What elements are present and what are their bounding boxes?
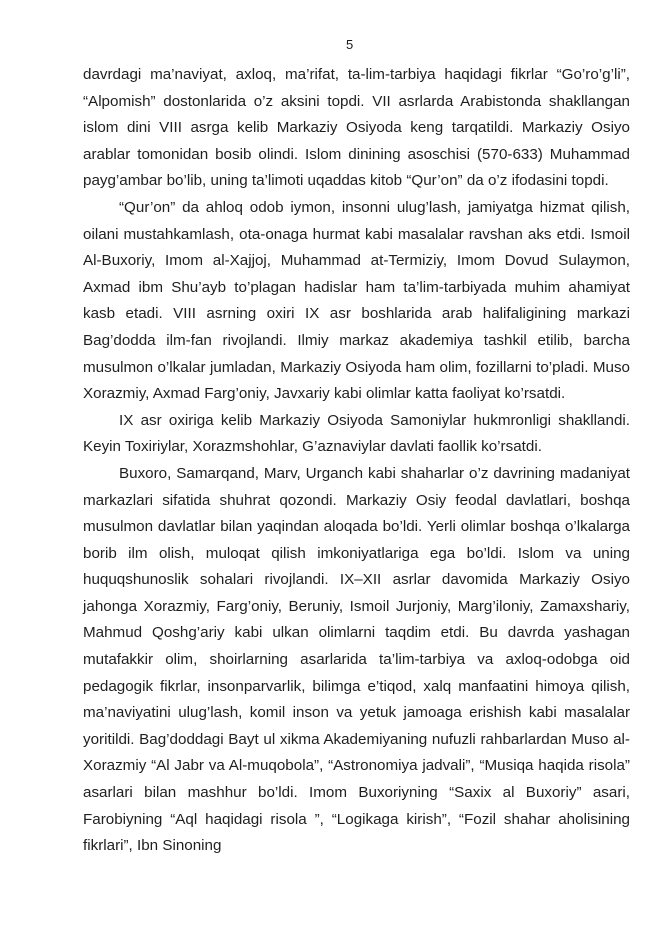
paragraph-4: Buxoro, Samarqand, Marv, Urganch kabi shaharlar o’z davrining madaniyat markazlari sifatida shuhrat qozondi. Markaziy Osiy feodal davlatlari, boshqa musulmon davlatlar bilan yaqindan aloqada bo’ldi. Yerli olimlar boshqa o’lkalarga borib ilm olish, muloqat qilish imkoniyatlariga ega bo’ldi. Islom va uning huquqshunoslik sohalari rivojlandi. IX–XII asrlar davomida Markaziy Osiyo jahonga Xorazmiy, Farg’oniy, Beruniy, Ismoil Jurjoniy, Marg’iloniy, Zamaxshariy, Mahmud Qoshg’ariy kabi ulkan olimlarni taqdim etdi. Bu davrda yashagan mutafakkir olim, shoirlarning asarlarida ta’lim-tarbiya va axloq-odobga oid pedagogik fikrlar, insonparvarlik, bilimga e’tiqod, xalq manfaatini himoya qilish, ma’naviyatini ulug’lash, komil inson va yetuk jamoaga erishish kabi masalalar yoritildi. Bag’doddagi Bayt ul xikma Akademiyaning nufuzli rahbarlardan Muso al-Xorazmiy “Al Jabr va Al-muqobola”, “Astronomiya jadvali”, “Musiqa haqida risola” asarlari bilan mashhur bo’ldi. Imom Buxoriyning “Saxix al Buxoriy” asari, Farobiyning “Aql haqidagi risola ”, “Logikaga kirish”, “Fozil shahar aholisining fikrlari”, Ibn Sinoning	[83, 464, 630, 855]
page-number: 5	[346, 37, 354, 52]
paragraph-1: davrdagi ma’naviyat, axloq, ma’rifat, ta-lim-tarbiya haqidagi fikrlar “Go’ro’g’li”, “Alpomish” dostonlarida o’z aksini topdi. VII asrlarda Arabistonda shakllangan islom dini VIII asrga kelib Markaziy Osiyoda keng tarqatildi. Markaziy Osiyo arablar tomonidan bosib olindi. Islom dinining asoschisi (570-633) Muhammad payg’ambar bo’lib, uning ta’limoti uqaddas kitob “Qur’on” da o’z ifodasini topdi.	[83, 66, 630, 190]
paragraph-2: “Qur’on” da ahloq odob iymon, insonni ulug’lash, jamiyatga hizmat qilish, oilani mustahkamlash, ota-onaga hurmat kabi masalalar ravshan aks etdi. Ismoil Al-Buxoriy, Imom al-Xajjoj, Muhammad at-Termiziy, Imom Dovud Sulaymon, Axmad ibm Shu’ayb to’plagan hadislar ham ta’lim-tarbiyada muhim ahamiyat kasb etadi. VIII asrning oxiri IX asr boshlarida arab halifaligining markazi Bag’dodda ilm-fan rivojlandi. Ilmiy markaz akademiya tashkil etilib, barcha musulmon o’lkalar jumladan, Markaziy Osiyoda ham olim, fozillarni to’pladi. Muso Xorazmiy, Axmad Farg’oniy, Javxariy kabi olimlar katta faoliyat ko’rsatdi.	[83, 198, 630, 403]
paragraph-3: IX asr oxiriga kelib Markaziy Osiyoda Samoniylar hukmronligi shakllandi. Keyin Toxiriylar, Xorazmshohlar, G’aznaviylar davlati faollik ko’rsatdi.	[83, 411, 630, 456]
body-text	[83, 62, 630, 860]
